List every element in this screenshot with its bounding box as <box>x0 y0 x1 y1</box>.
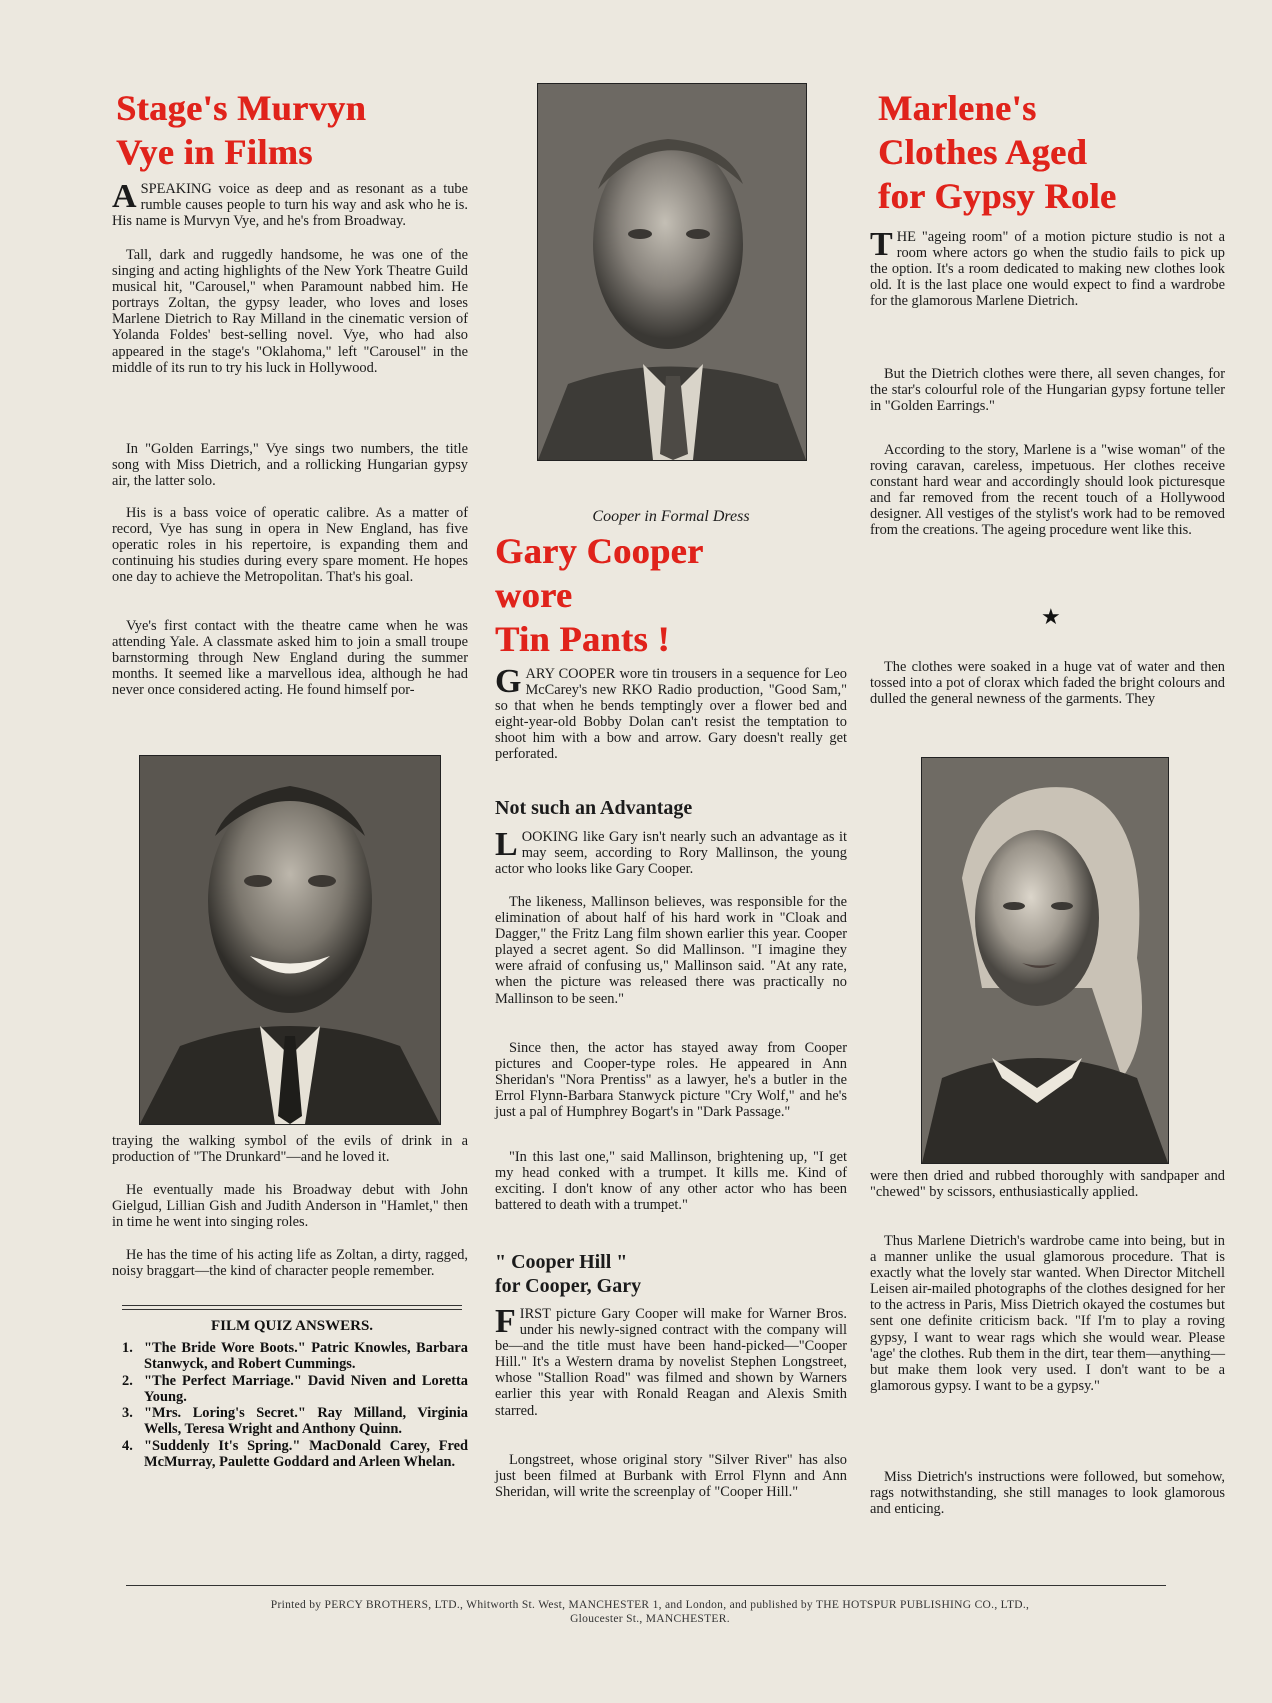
headline-line: Stage's Murvyn <box>116 88 366 128</box>
article-paragraph: Since then, the actor has stayed away from Cooper pictures and Cooper-type roles. He appeared in Ann Sheridan's "Nora Prentiss" as a lawyer, he's a butler in the Errol Flynn-Barbara Stanwyck picture "Cry Wolf," and he's just a pal of Humphrey Bogart's in "Dark Passage." <box>495 1040 847 1121</box>
quiz-answer-text: "The Perfect Marriage." David Niven and Loretta Young. <box>144 1372 468 1405</box>
divider-rule <box>122 1309 462 1310</box>
quiz-answer-item <box>122 1438 468 1471</box>
quiz-answer-item <box>122 1340 468 1373</box>
portrait-man-smiling-image <box>140 756 440 1124</box>
headline-line: Tin Pants ! <box>495 619 670 659</box>
quiz-answer-number: 1. <box>122 1340 133 1356</box>
article-paragraph <box>495 663 847 763</box>
article-paragraph: His is a bass voice of operatic calibre. As a matter of record, Vye has sung in opera in New England, has five operatic roles in his repertoire, is expanding them and continuing his studies during every spare moment. He hopes one day to achieve the Metropolitan. That's his goal. <box>112 505 468 586</box>
article-paragraph <box>112 178 468 230</box>
quiz-answer-text: "The Bride Wore Boots." Patric Knowles, Barbara Stanwyck, and Robert Cummings. <box>144 1340 468 1373</box>
divider-rule <box>122 1305 462 1306</box>
paragraph-text: SPEAKING voice as deep and as resonant as a tube rumble causes people to turn his way and ask who he is. His name is Murvyn Vye, and he's from Broadway. <box>112 181 468 230</box>
quiz-answer-number: 2. <box>122 1372 133 1389</box>
quiz-answers-list <box>122 1340 468 1470</box>
article-paragraph: traying the walking symbol of the evils of drink in a production of "The Drunkard"—and he loved it. <box>112 1133 468 1166</box>
drop-cap: G <box>495 663 522 700</box>
article-paragraph: were then dried and rubbed thoroughly with sandpaper and "chewed" by scissors, enthusiastically applied. <box>870 1168 1225 1201</box>
article-paragraph: Vye's first contact with the theatre came when he was attending Yale. A classmate asked him to join a small troupe barnstorming through New England during the summer months. It seemed like a marvellous idea, although he had never once considered acting. He found himself por- <box>112 618 468 699</box>
drop-cap: T <box>870 226 893 263</box>
article-paragraph: He has the time of his acting life as Zoltan, a dirty, ragged, noisy braggart—the kind of character people remember. <box>112 1247 468 1280</box>
quiz-answers-title: FILM QUIZ ANSWERS. <box>210 1318 374 1334</box>
headline-line: for Gypsy Role <box>878 176 1117 216</box>
drop-cap: L <box>495 826 518 863</box>
article-paragraph: The likeness, Mallinson believes, was responsible for the elimination of about half of his hard work in "Cloak and Dagger," the Fritz Lang film shown earlier this year. Cooper played a secret agent. So did Mallinson. "I imagine they were afraid of confusing us," Mallinson said. "At any rate, when the picture was released there was practically no Mallinson to be seen." <box>495 894 847 1007</box>
photo-caption: Cooper in Formal Dress <box>592 508 750 525</box>
subheading <box>495 1250 641 1298</box>
headline-line: Marlene's <box>878 88 1037 128</box>
footer-rule <box>126 1585 1166 1586</box>
article-paragraph: Tall, dark and ruggedly handsome, he was one of the singing and acting highlights of the New York Theatre Guild musical hit, "Carousel," when Paramount nabbed him. He portrays Zoltan, the gypsy leader, who loves and loses Marlene Dietrich to Ray Milland in the cinematic version of Yolanda Foldes' best-selling novel. Vye, who had also appeared in the stage's "Oklahoma," left "Carousel" in the middle of its run to try his luck in Hollywood. <box>112 247 468 376</box>
portrait-woman-image <box>922 758 1168 1163</box>
quiz-answer-item <box>122 1405 468 1438</box>
photo-gary-cooper <box>537 83 807 461</box>
article-paragraph: Longstreet, whose original story "Silver River" has also just been filmed at Burbank with Errol Flynn and Ann Sheridan, will write the screenplay of "Cooper Hill." <box>495 1452 847 1501</box>
article-paragraph: In "Golden Earrings," Vye sings two numbers, the title song with Miss Dietrich, and a rollicking Hungarian gypsy air, the latter solo. <box>112 441 468 490</box>
paragraph-text: OOKING like Gary isn't nearly such an advantage as it may seem, according to Rory Mallinson, the young actor who looks like Gary Cooper. <box>495 829 847 878</box>
article-paragraph: Miss Dietrich's instructions were followed, but somehow, rags notwithstanding, she still manages to look glamorous and enticing. <box>870 1469 1225 1518</box>
imprint-line: Printed by PERCY BROTHERS, LTD., Whitworth St. West, MANCHESTER 1, and London, and published by THE HOTSPUR PUBLISHING CO., LTD., <box>270 1599 1030 1611</box>
headline-marlene <box>878 86 1116 218</box>
headline-line: Gary Cooper <box>495 531 704 571</box>
subheading-line: " Cooper Hill " <box>495 1251 628 1273</box>
star-separator-icon: ★ <box>1041 604 1061 629</box>
subheading-line: for Cooper, Gary <box>495 1275 642 1297</box>
quiz-answer-text: "Suddenly It's Spring." MacDonald Carey, Fred McMurray, Paulette Goddard and Arleen Whelan. <box>144 1437 468 1471</box>
photo-murvyn-vye <box>139 755 441 1125</box>
quiz-answer-text: "Mrs. Loring's Secret." Ray Milland, Virginia Wells, Teresa Wright and Anthony Quinn. <box>144 1405 468 1438</box>
paragraph-text: ARY COOPER wore tin trousers in a sequence for Leo McCarey's new RKO Radio production, "Good Sam," so that when he bends temptingly over a flower bed and eight-year-old Bobby Dolan can't resist the temptation to shoot him with a bow and arrow. Gary doesn't really get perforated. <box>495 666 847 763</box>
drop-cap: A <box>112 178 137 215</box>
headline-gary-cooper <box>495 529 703 661</box>
subheading: Not such an Advantage <box>495 797 693 819</box>
photo-marlene-dietrich <box>921 757 1169 1164</box>
article-paragraph <box>870 226 1225 310</box>
headline-line: Vye in Films <box>116 132 313 172</box>
article-paragraph: According to the story, Marlene is a "wise woman" of the roving caravan, careless, impetuous. Her clothes receive constant hard wear and accordingly should look picturesque and far removed from the recent touch of a Hollywood designer. All vestiges of the stylist's work had to be removed from the creations. The ageing procedure went like this. <box>870 442 1225 539</box>
portrait-man-formal-image <box>538 84 806 460</box>
printer-imprint <box>140 1598 1160 1626</box>
article-paragraph: "In this last one," said Mallinson, brightening up, "I get my head conked with a trumpet. It kills me. Kind of exciting. I don't know of any other actor who has been battered to death with a trumpet." <box>495 1149 847 1214</box>
article-paragraph <box>495 1303 847 1419</box>
article-paragraph: The clothes were soaked in a huge vat of water and then tossed into a pot of clorax which faded the bright colours and dulled the general newness of the garments. They <box>870 659 1225 708</box>
imprint-line: Gloucester St., MANCHESTER. <box>570 1613 730 1625</box>
article-paragraph: Thus Marlene Dietrich's wardrobe came into being, but in a manner unlike the usual glamorous procedure. That is exactly what the lovely star wanted. When Director Mitchell Leisen air-mailed photographs of the clothes designed for her to the actress in Paris, Miss Dietrich okayed the costumes but sent one definite criticism back. "If I'm to play a roving gypsy, I want to wear rags which she would wear. Please 'age' the clothes. Rub them in the dirt, tear them—anything—but make them look very used. I don't want to be a glamorous gypsy. I want to be a gypsy." <box>870 1233 1225 1394</box>
article-paragraph: He eventually made his Broadway debut with John Gielgud, Lillian Gish and Judith Anderson in "Hamlet," then in time he went into singing roles. <box>112 1182 468 1231</box>
quiz-answer-number: 4. <box>122 1437 133 1454</box>
headline-murvyn-vye <box>116 86 366 174</box>
article-paragraph <box>495 826 847 878</box>
drop-cap: F <box>495 1303 516 1340</box>
paragraph-text: HE "ageing room" of a motion picture studio is not a room where actors go when the studio fails to pick up the option. It's a room dedicated to making new clothes look old. It is the last place one would expect to find a wardrobe for the glamorous Marlene Dietrich. <box>870 229 1225 310</box>
quiz-answer-item <box>122 1373 468 1406</box>
article-paragraph: But the Dietrich clothes were there, all seven changes, for the star's colourful role of the Hungarian gypsy fortune teller in "Golden Earrings." <box>870 366 1225 415</box>
headline-line: Clothes Aged <box>878 132 1088 172</box>
quiz-answer-number: 3. <box>122 1405 133 1422</box>
headline-line: wore <box>495 575 573 615</box>
paragraph-text: IRST picture Gary Cooper will make for Warner Bros. under his newly-signed contract with the company will be—and the title must have been hand-picked—"Cooper Hill." It's a Western drama by novelist Stephen Longstreet, whose "Stallion Road" was filmed and shown by Warners earlier this year with Ronald Reagan and Alexis Smith starred. <box>495 1306 847 1419</box>
